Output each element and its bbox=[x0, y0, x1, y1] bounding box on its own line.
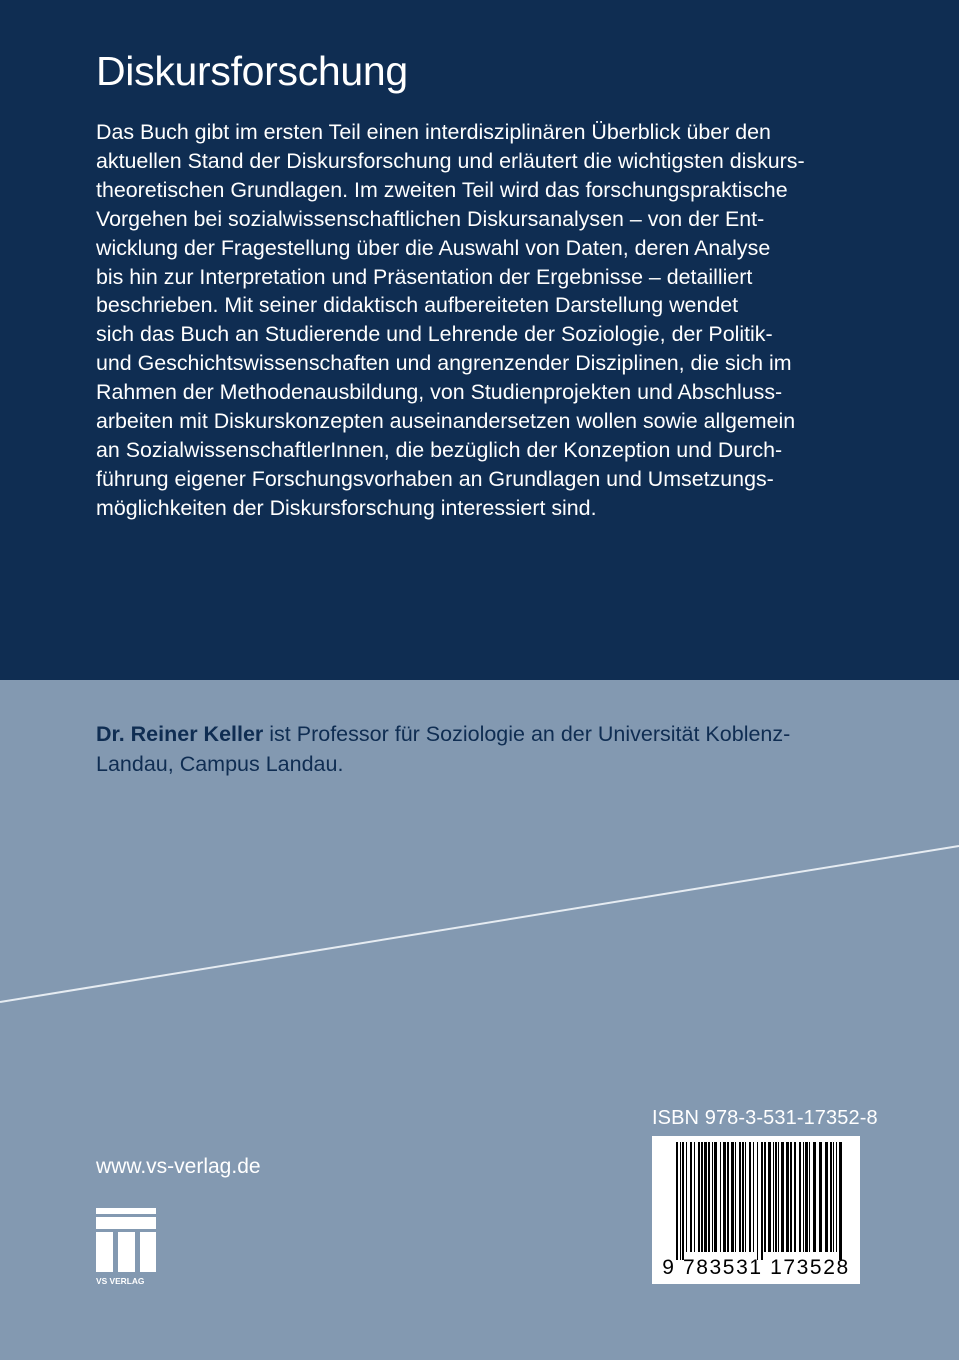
barcode-bar bbox=[836, 1142, 837, 1252]
book-title: Diskursforschung bbox=[96, 48, 408, 94]
barcode-bar bbox=[778, 1142, 779, 1252]
barcode-bar bbox=[704, 1142, 707, 1252]
description-line: an SozialwissenschaftlerInnen, die bezüglich der Konzeption und Durch- bbox=[96, 437, 783, 462]
barcode-bar bbox=[701, 1142, 703, 1252]
barcode-bar bbox=[680, 1142, 681, 1260]
barcode-bar bbox=[723, 1142, 726, 1252]
barcode-bar bbox=[809, 1142, 810, 1252]
barcode-bar bbox=[708, 1142, 710, 1252]
description-line: bis hin zur Interpretation und Präsentation der Ergebnisse – detailliert bbox=[96, 264, 753, 289]
barcode-bar bbox=[825, 1142, 828, 1252]
author-bio-line bbox=[96, 719, 886, 749]
barcode-bar bbox=[735, 1142, 736, 1252]
barcode-bar bbox=[727, 1142, 729, 1252]
book-description bbox=[96, 118, 866, 523]
description-line: Rahmen der Methodenausbildung, von Studienprojekten und Abschluss- bbox=[96, 380, 783, 405]
description-line: Vorgehen bei sozialwissenschaftlichen Diskursanalysen – von der Ent- bbox=[96, 206, 765, 231]
barcode-bar bbox=[690, 1142, 692, 1252]
barcode-bar bbox=[764, 1142, 766, 1252]
barcode-bar bbox=[731, 1142, 734, 1252]
isbn-label: ISBN 978-3-531-17352-8 bbox=[652, 1107, 878, 1129]
barcode bbox=[652, 1136, 860, 1284]
description-line: beschrieben. Mit seiner didaktisch aufbereiteten Darstellung wendet bbox=[96, 293, 739, 318]
barcode-bar bbox=[757, 1142, 758, 1260]
barcode-bar bbox=[819, 1142, 822, 1252]
barcode-bar bbox=[833, 1142, 834, 1252]
description-line: wicklung der Fragestellung über die Auswahl von Daten, deren Analyse bbox=[96, 235, 771, 260]
publisher-logo-text: VS VERLAG bbox=[96, 1276, 145, 1286]
barcode-bar bbox=[749, 1142, 751, 1252]
barcode-bar bbox=[805, 1142, 808, 1252]
barcode-bar bbox=[786, 1142, 789, 1252]
barcode-bar bbox=[720, 1142, 721, 1252]
description-line: Das Buch gibt im ersten Teil einen interdisziplinären Überblick über den bbox=[96, 120, 771, 144]
barcode-bar bbox=[768, 1142, 771, 1252]
author-bio-text: ist Professor für Soziologie an der Universität Koblenz- bbox=[263, 722, 791, 746]
author-name: Dr. Reiner Keller bbox=[96, 722, 264, 746]
barcode-digits: 9 783531 173528 bbox=[662, 1256, 850, 1279]
barcode-bar bbox=[761, 1142, 763, 1260]
barcode-bar bbox=[682, 1142, 684, 1260]
barcode-bar bbox=[799, 1142, 801, 1252]
barcode-bar bbox=[830, 1142, 832, 1252]
description-line: arbeiten mit Diskurskonzepten auseinandersetzen wollen sowie allgemein bbox=[96, 409, 796, 434]
description-line: führung eigener Forschungsvorhaben an Grundlagen und Umsetzungs- bbox=[96, 466, 774, 491]
description-line: theoretischen Grundlagen. Im zweiten Teil wird das forschungspraktische bbox=[96, 177, 788, 202]
barcode-bar bbox=[686, 1142, 687, 1252]
description-line: möglichkeiten der Diskursforschung interessiert sind. bbox=[96, 495, 597, 520]
barcode-bar bbox=[745, 1142, 746, 1252]
barcode-bar bbox=[773, 1142, 774, 1252]
barcode-bar bbox=[676, 1142, 678, 1260]
barcode-bar bbox=[739, 1142, 741, 1252]
barcode-bar bbox=[714, 1142, 717, 1252]
barcode-bar bbox=[694, 1142, 695, 1252]
publisher-logo bbox=[96, 1208, 156, 1288]
publisher-website[interactable]: www.vs-verlag.de bbox=[96, 1155, 261, 1178]
barcode-bar bbox=[781, 1142, 784, 1252]
author-bio-line: Landau, Campus Landau. bbox=[96, 752, 344, 776]
description-line: und Geschichtswissenschaften und angrenzender Disziplinen, die sich im bbox=[96, 351, 792, 376]
barcode-bar bbox=[712, 1142, 713, 1252]
barcode-bar bbox=[698, 1142, 700, 1252]
barcode-bar bbox=[813, 1142, 816, 1252]
barcode-bar bbox=[790, 1142, 792, 1252]
barcode-bar bbox=[803, 1142, 804, 1252]
barcode-bar bbox=[753, 1142, 754, 1252]
description-line: sich das Buch an Studierende und Lehrende der Soziologie, der Politik- bbox=[96, 322, 773, 347]
barcode-bar bbox=[775, 1142, 777, 1252]
barcode-bar bbox=[794, 1142, 796, 1252]
author-bio bbox=[96, 719, 886, 779]
description-line: aktuellen Stand der Diskursforschung und erläutert die wichtigsten diskurs- bbox=[96, 148, 805, 173]
barcode-bar bbox=[839, 1142, 842, 1260]
barcode-bar bbox=[742, 1142, 744, 1252]
